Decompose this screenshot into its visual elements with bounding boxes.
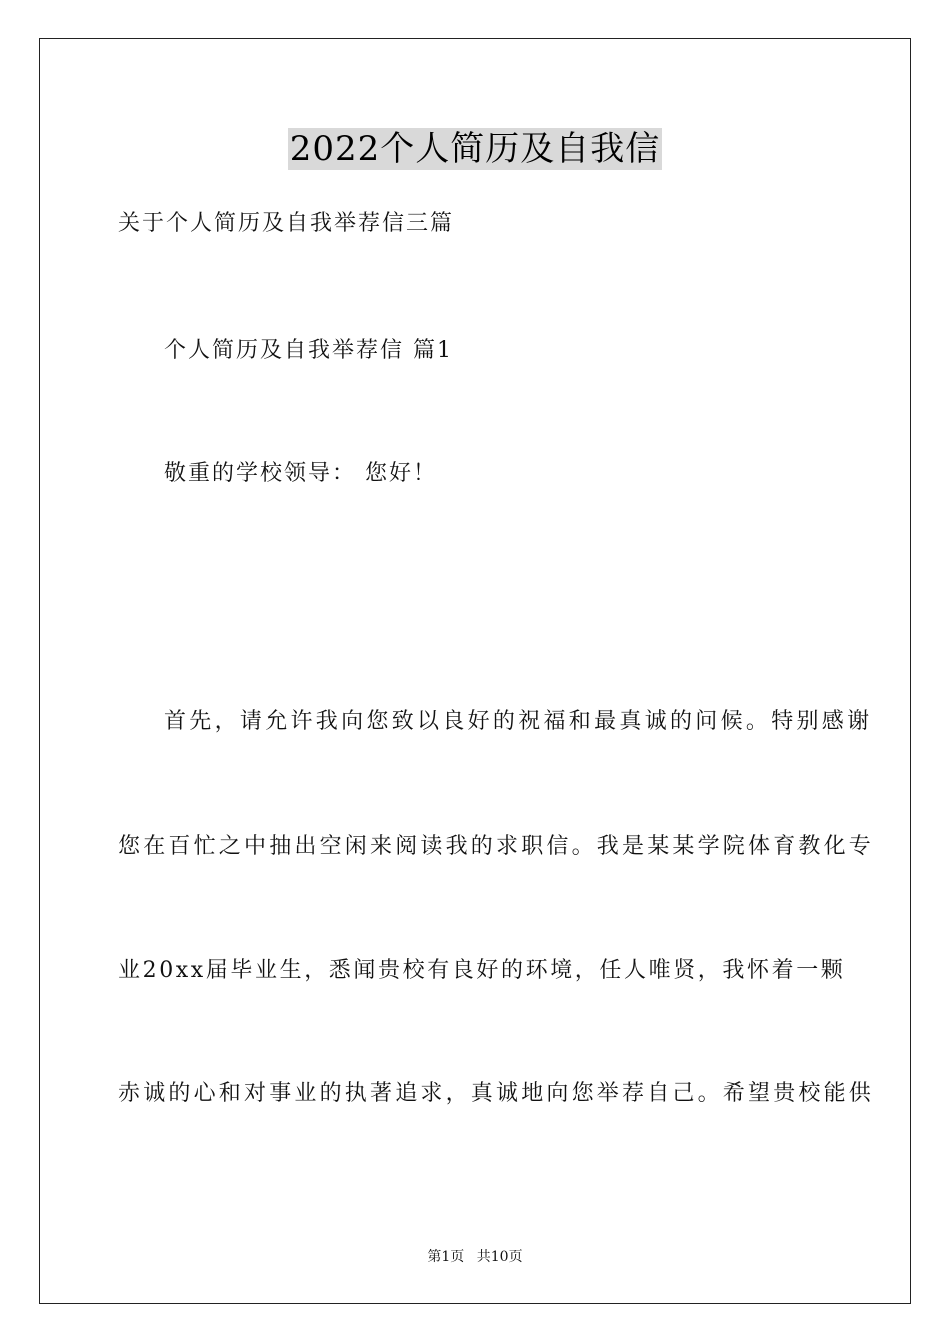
body-line-1: 首先，请允许我向您致以良好的祝福和最真诚的问候。特别感谢 <box>164 709 873 734</box>
body-line-4: 赤诚的心和对事业的执著追求，真诚地向您举荐自己。希望贵校能供 <box>118 1081 875 1106</box>
body-line-2: 您在百忙之中抽出空闲来阅读我的求职信。我是某某学院体育教化专 <box>118 834 875 859</box>
document-subtitle: 关于个人简历及自我举荐信三篇 <box>118 211 455 236</box>
body-line-3: 业20xx届毕业生，悉闻贵校有良好的环境，任人唯贤，我怀着一颗 <box>118 958 846 983</box>
page-footer <box>0 1247 950 1267</box>
section-heading: 个人简历及自我举荐信 篇1 <box>164 338 453 363</box>
page-number-total: 共10页 <box>476 1249 523 1265</box>
page-number-current: 第1页 <box>427 1249 465 1265</box>
document-title: 2022个人简历及自我信 <box>289 129 661 169</box>
title-container <box>0 128 950 170</box>
greeting-line: 敬重的学校领导： 您好！ <box>164 461 437 486</box>
